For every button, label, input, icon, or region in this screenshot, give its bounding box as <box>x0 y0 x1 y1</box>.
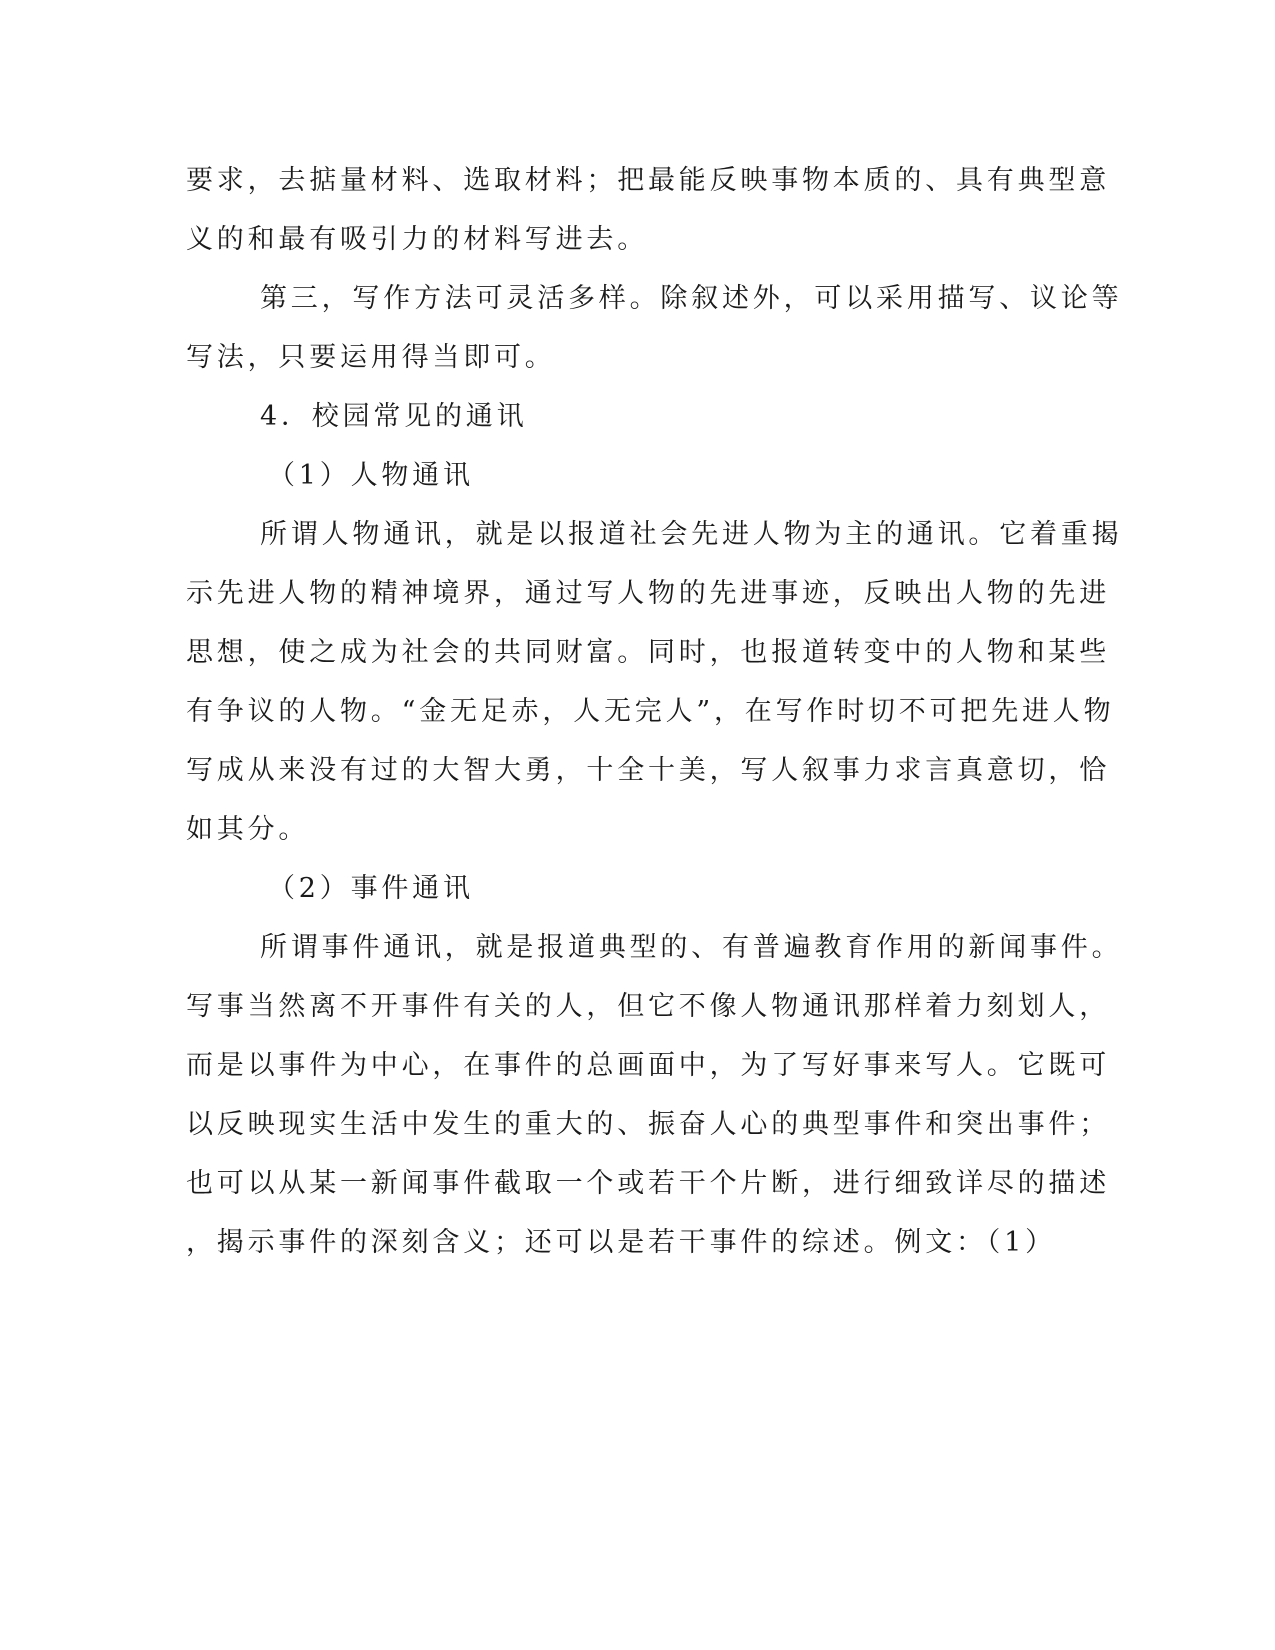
text-line: 义的和最有吸引力的材料写进去。 <box>186 224 648 255</box>
text-line: 要求，去掂量材料、选取材料；把最能反映事物本质的、具有典型意 <box>186 165 1110 196</box>
text-line: 第三，写作方法可灵活多样。除叙述外，可以采用描写、议论等 <box>260 283 1123 314</box>
text-line: 写事当然离不开事件有关的人，但它不像人物通讯那样着力刻划人， <box>186 991 1110 1022</box>
subsection-heading: （1）人物通讯 <box>268 460 474 491</box>
text-line: 所谓人物通讯，就是以报道社会先进人物为主的通讯。它着重揭 <box>260 519 1123 550</box>
text-line: 也可以从某一新闻事件截取一个或若干个片断，进行细致详尽的描述 <box>186 1168 1110 1199</box>
text-line: ，揭示事件的深刻含义；还可以是若干事件的综述。例文：（1） <box>186 1227 1056 1258</box>
text-line: 写法，只要运用得当即可。 <box>186 342 556 373</box>
text-line: 有争议的人物。“金无足赤，人无完人”，在写作时切不可把先进人物 <box>186 696 1115 727</box>
text-line: 示先进人物的精神境界，通过写人物的先进事迹，反映出人物的先进 <box>186 578 1110 609</box>
text-line: 所谓事件通讯，就是报道典型的、有普遍教育作用的新闻事件。 <box>260 932 1123 963</box>
text-line: 写成从来没有过的大智大勇，十全十美，写人叙事力求言真意切，恰 <box>186 755 1110 786</box>
section-heading: 4．校园常见的通讯 <box>260 401 528 432</box>
text-line: 以反映现实生活中发生的重大的、振奋人心的典型事件和突出事件； <box>186 1109 1110 1140</box>
text-line: 如其分。 <box>186 814 310 845</box>
subsection-heading: （2）事件通讯 <box>268 873 474 904</box>
text-line: 思想，使之成为社会的共同财富。同时，也报道转变中的人物和某些 <box>186 637 1110 668</box>
text-line: 而是以事件为中心，在事件的总画面中，为了写好事来写人。它既可 <box>186 1050 1110 1081</box>
